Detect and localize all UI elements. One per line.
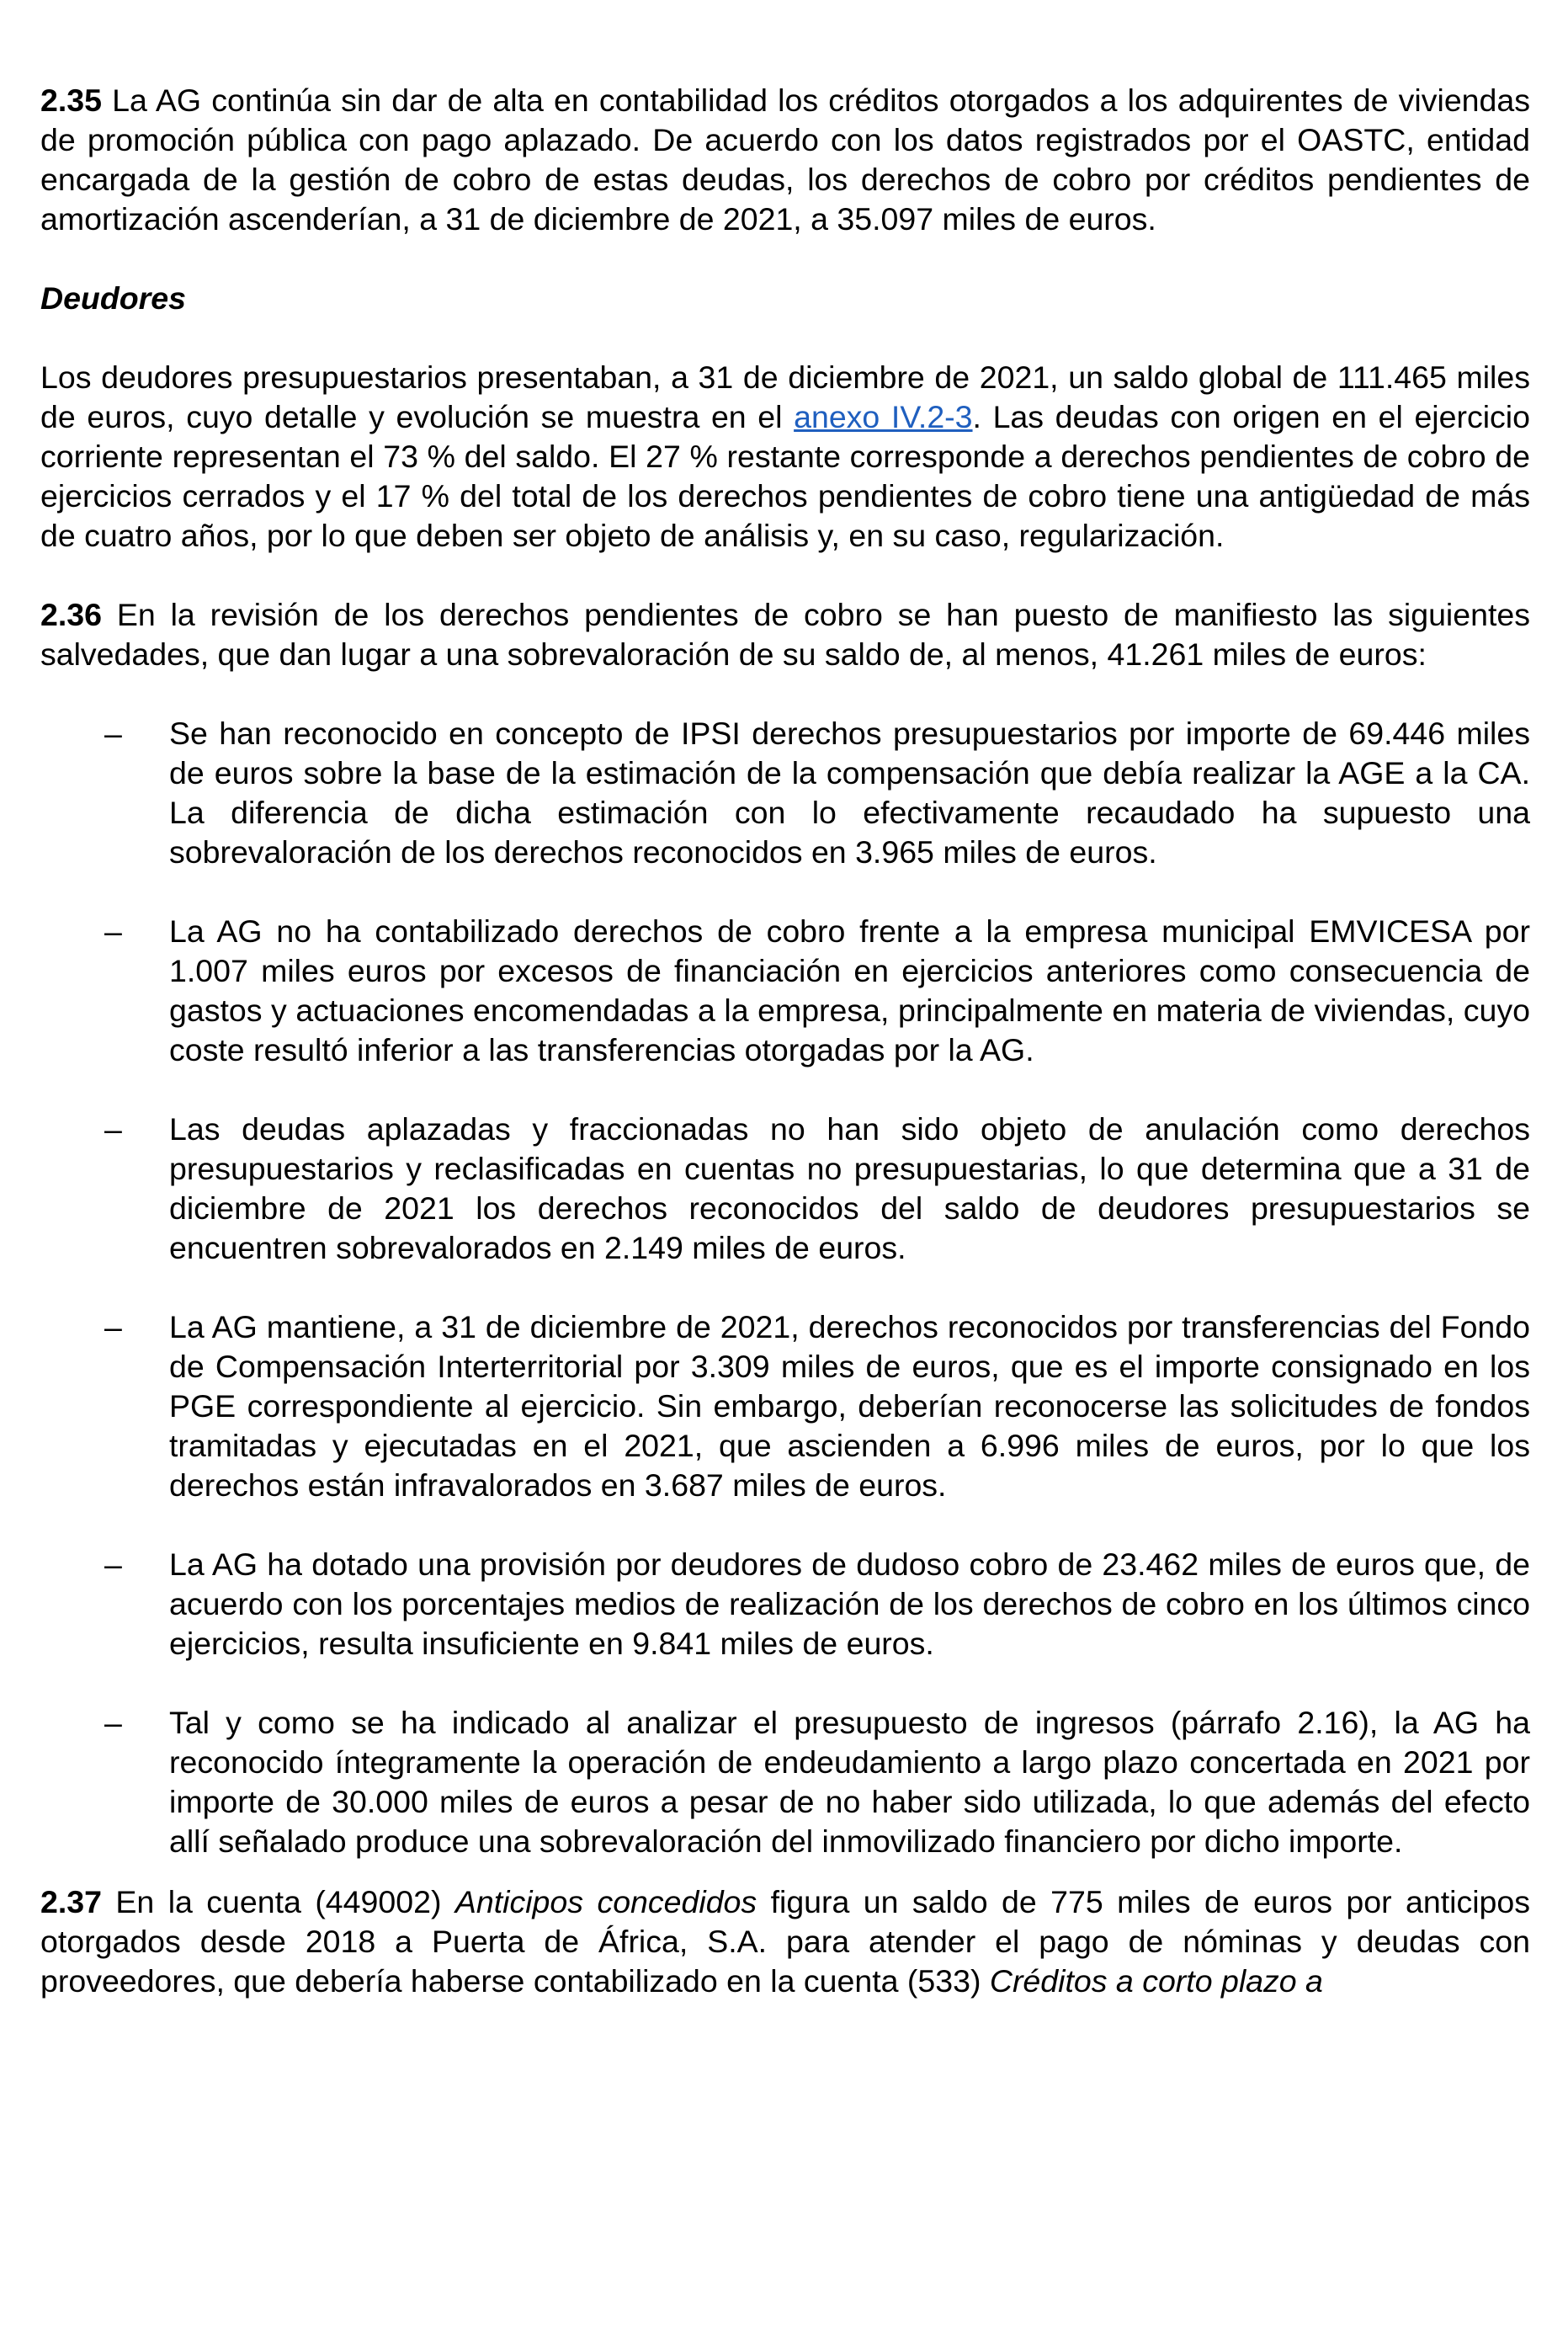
list-item-text: La AG no ha contabilizado derechos de cobro frente a la empresa municipal EMVICESA por 1.007 miles euros por excesos de financiación en ejercicios anteriores como consecuencia de gastos y actuaciones encomendadas a la empresa, principalmente en materia de viviendas, cuyo coste resultó inferior a las transferencias otorgadas por la AG. [169, 913, 1530, 1067]
dash-bullet: – [104, 913, 122, 949]
paragraph-text: figura un saldo de 775 miles de euros por anticipos otorgados desde 2018 a Puerta de África, S.A. para atender el pago de nóminas y deudas con proveedores, que debería haberse contabilizado en la cuenta (533) [40, 1884, 1531, 1999]
salvedades-list [40, 714, 1530, 1861]
list-item-text: Se han reconocido en concepto de IPSI derechos presupuestarios por importe de 69.446 miles de euros sobre la base de la estimación de la compensación que debía realizar la AGE a la CA. La diferencia de dicha estimación con lo efectivamente recaudado ha supuesto una sobrevaloración de los derechos reconocidos en 3.965 miles de euros. [169, 716, 1530, 870]
dash-bullet: – [104, 716, 122, 751]
section-heading-deudores: Deudores [40, 280, 186, 316]
paragraph-number: 2.35 [40, 83, 102, 118]
list-item-text: Tal y como se ha indicado al analizar el presupuesto de ingresos (párrafo 2.16), la AG ha reconocido íntegramente la operación de endeudamiento a largo plazo concertada en 2021 por importe de 30.000 miles de euros a pesar de no haber sido utilizada, lo que además del efecto allí señalado produce una sobrevaloración del inmovilizado financiero por dicho importe. [169, 1705, 1530, 1859]
paragraph-text: En la revisión de los derechos pendientes de cobro se han puesto de manifiesto las siguientes salvedades, que dan lugar a una sobrevaloración de su saldo de, al menos, 41.261 miles de euros: [40, 597, 1530, 672]
list-item [40, 714, 1530, 872]
account-name-italic: Créditos a corto plazo a [989, 1963, 1323, 1999]
list-item [40, 1703, 1530, 1861]
paragraph-text: . Las deudas con origen en el ejercicio corriente representan el 73 % del saldo. El 27 % restante corresponde a derechos pendientes de cobro de ejercicios cerrados y el 17 % del total de los derechos pendientes de cobro tiene una antigüedad de más de cuatro años, por lo que deben ser objeto de análisis y, en su caso, regularización. [40, 399, 1530, 553]
list-item [40, 912, 1530, 1070]
paragraph-deudores-intro [40, 358, 1530, 556]
account-name-italic: Anticipos concedidos [454, 1884, 757, 1919]
dash-bullet: – [104, 1111, 122, 1147]
paragraph-2-35 [40, 81, 1530, 239]
list-item-text: Las deudas aplazadas y fraccionadas no han sido objeto de anulación como derechos presupuestarios y reclasificadas en cuentas no presupuestarias, lo que determina que a 31 de diciembre de 2021 los derechos reconocidos del saldo de deudores presupuestarios se encuentren sobrevalorados en 2.149 miles de euros. [169, 1111, 1530, 1265]
paragraph-2-37 [40, 1882, 1530, 2001]
list-item-text: La AG ha dotado una provisión por deudores de dudoso cobro de 23.462 miles de euros que, de acuerdo con los porcentajes medios de realización de los derechos de cobro en los últimos cinco ejercicios, resulta insuficiente en 9.841 miles de euros. [169, 1546, 1530, 1661]
list-item-text: La AG mantiene, a 31 de diciembre de 2021, derechos reconocidos por transferencias del Fondo de Compensación Interterritorial por 3.309 miles de euros, que es el importe consignado en los PGE correspondiente al ejercicio. Sin embargo, deberían reconocerse las solicitudes de fondos tramitadas y ejecutadas en el 2021, que ascienden a 6.996 miles de euros, por lo que los derechos están infravalorados en 3.687 miles de euros. [169, 1309, 1530, 1503]
paragraph-number: 2.36 [40, 597, 102, 632]
document-page [40, 81, 1530, 2001]
paragraph-text: La AG continúa sin dar de alta en contabilidad los créditos otorgados a los adquirentes de viviendas de promoción pública con pago aplazado. De acuerdo con los datos registrados por el OASTC, entidad encargada de la gestión de cobro de estas deudas, los derechos de cobro por créditos pendientes de amortización ascenderían, a 31 de diciembre de 2021, a 35.097 miles de euros. [40, 83, 1530, 237]
paragraph-2-36 [40, 595, 1530, 674]
list-item [40, 1545, 1530, 1664]
dash-bullet: – [104, 1309, 122, 1344]
paragraph-number: 2.37 [40, 1884, 102, 1919]
dash-bullet: – [104, 1705, 122, 1740]
annex-link[interactable]: anexo IV.2-3 [794, 399, 973, 434]
list-item [40, 1110, 1530, 1268]
paragraph-text: En la cuenta (449002) [102, 1884, 455, 1919]
paragraph-text: Los deudores presupuestarios presentaban, a 31 de diciembre de 2021, un saldo global de 111.465 miles de euros, cuyo detalle y evolución se muestra en el [40, 359, 1530, 434]
dash-bullet: – [104, 1546, 122, 1582]
list-item [40, 1307, 1530, 1505]
